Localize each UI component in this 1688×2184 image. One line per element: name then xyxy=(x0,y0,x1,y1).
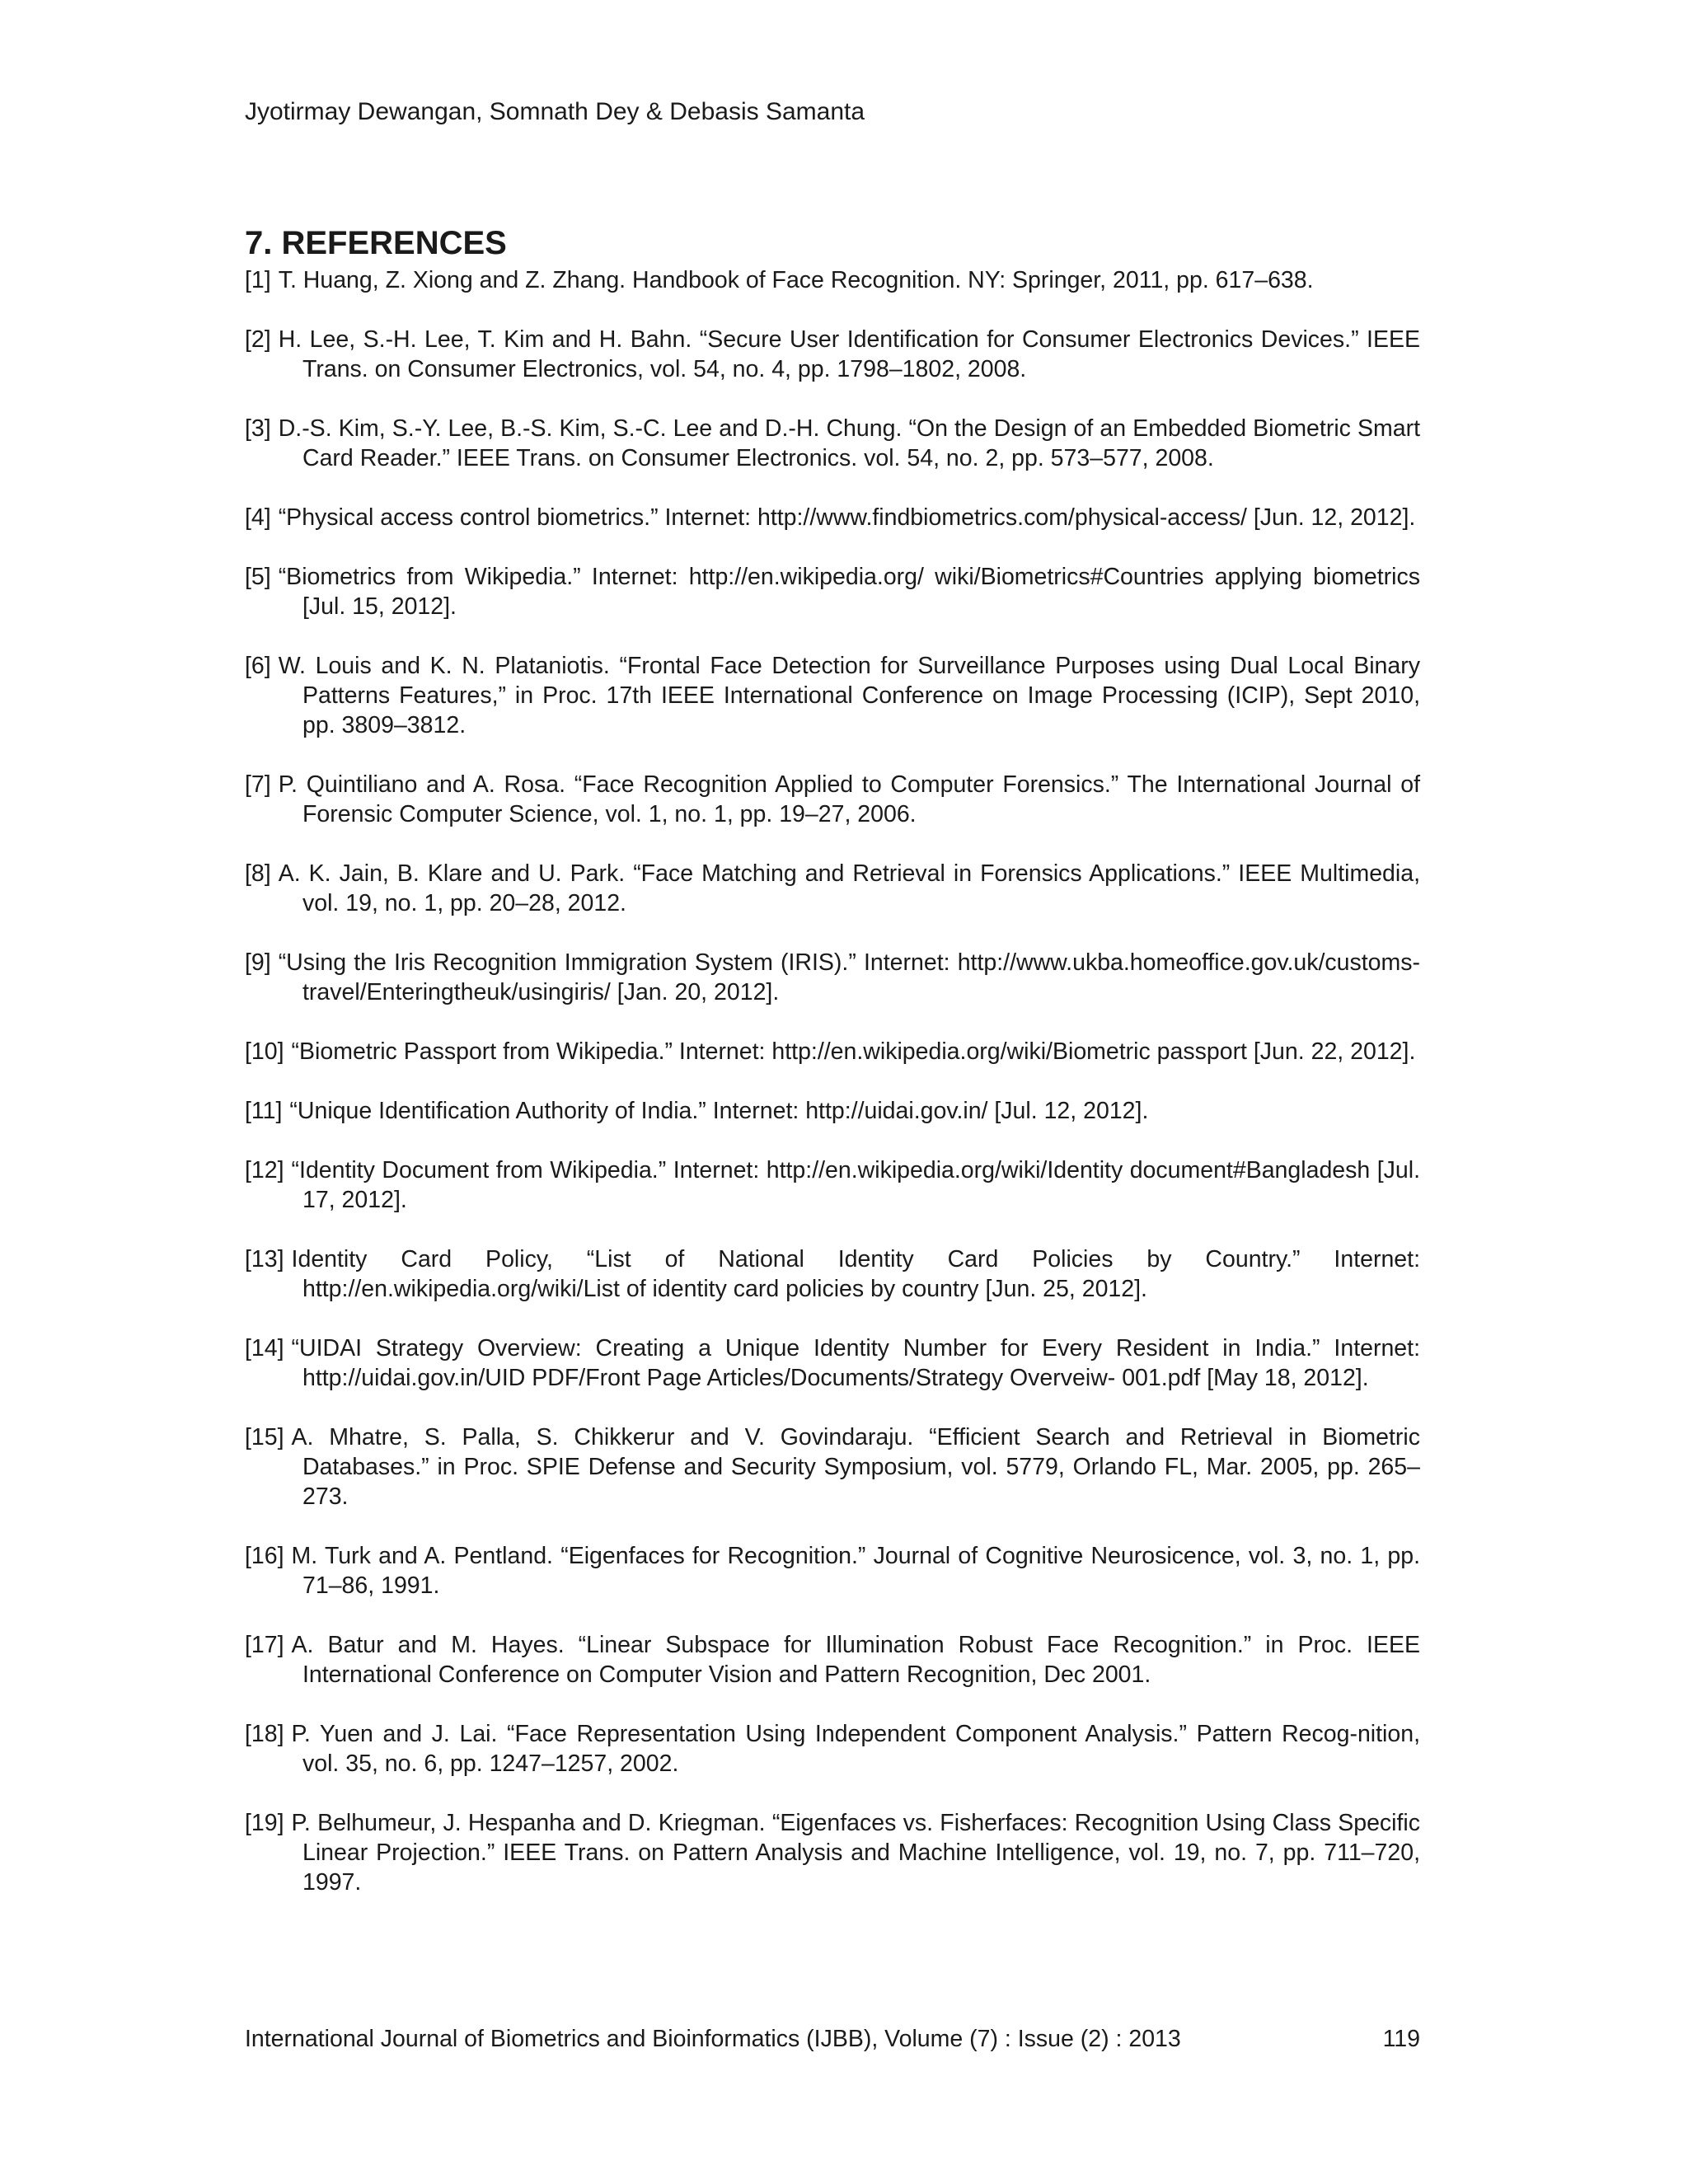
reference-text: “Unique Identification Authority of India.” Internet: http://uidai.gov.in/ [Jul. 12, 2012]. xyxy=(289,1098,1149,1124)
reference-item xyxy=(245,325,1420,384)
reference-text: W. Louis and K. N. Plataniotis. “Frontal Face Detection for Surveillance Purposes using Dual Local Binary Patterns Features,” in Proc. 17th IEEE International Conference on Image Processing (ICIP), Sept 2010, pp. 3809–3812. xyxy=(278,653,1420,738)
reference-item xyxy=(245,859,1420,918)
reference-number: [8] xyxy=(245,860,271,887)
reference-text: M. Turk and A. Pentland. “Eigenfaces for Recognition.” Journal of Cognitive Neurosicence, vol. 3, no. 1, pp. 71–86, 1991. xyxy=(291,1543,1420,1599)
reference-item xyxy=(245,562,1420,621)
reference-text: A. Batur and M. Hayes. “Linear Subspace for Illumination Robust Face Recognition.” in Proc. IEEE International Conference on Computer Vision and Pattern Recognition, Dec 2001. xyxy=(291,1632,1420,1688)
reference-text: P. Yuen and J. Lai. “Face Representation Using Independent Component Analysis.” Pattern Recog-nition, vol. 35, no. 6, pp. 1247–1257, 2002. xyxy=(291,1721,1420,1777)
reference-number: [7] xyxy=(245,771,271,798)
reference-number: [13] xyxy=(245,1246,284,1272)
reference-text: “Physical access control biometrics.” Internet: http://www.findbiometrics.com/physical-access/ [Jun. 12, 2012]. xyxy=(278,504,1416,531)
page-footer xyxy=(245,2024,1420,2054)
reference-text: H. Lee, S.-H. Lee, T. Kim and H. Bahn. “Secure User Identification for Consumer Electronics Devices.” IEEE Trans. on Consumer Electronics, vol. 54, no. 4, pp. 1798–1802, 2008. xyxy=(278,326,1420,382)
reference-text: “Identity Document from Wikipedia.” Internet: http://en.wikipedia.org/wiki/Identity document#Bangladesh [Jul. 17, 2012]. xyxy=(291,1157,1420,1213)
reference-number: [12] xyxy=(245,1157,284,1183)
reference-number: [17] xyxy=(245,1632,284,1658)
reference-number: [10] xyxy=(245,1038,284,1065)
reference-item xyxy=(245,414,1420,473)
reference-number: [1] xyxy=(245,267,271,293)
reference-item xyxy=(245,1422,1420,1511)
reference-item xyxy=(245,1155,1420,1215)
reference-number: [19] xyxy=(245,1810,284,1836)
reference-item xyxy=(245,1541,1420,1601)
reference-text: “Biometric Passport from Wikipedia.” Internet: http://en.wikipedia.org/wiki/Biometric passport [Jun. 22, 2012]. xyxy=(291,1038,1416,1065)
running-head-authors: Jyotirmay Dewangan, Somnath Dey & Debasis Samanta xyxy=(245,98,865,125)
reference-number: [3] xyxy=(245,415,271,442)
reference-item xyxy=(245,1630,1420,1690)
reference-item xyxy=(245,651,1420,740)
reference-number: [15] xyxy=(245,1424,284,1451)
reference-item xyxy=(245,1808,1420,1897)
reference-number: [16] xyxy=(245,1543,284,1569)
reference-number: [9] xyxy=(245,949,271,976)
reference-text: P. Quintiliano and A. Rosa. “Face Recognition Applied to Computer Forensics.” The International Journal of Forensic Computer Science, vol. 1, no. 1, pp. 19–27, 2006. xyxy=(278,771,1420,827)
reference-item xyxy=(245,770,1420,829)
reference-item xyxy=(245,948,1420,1007)
reference-text: “Using the Iris Recognition Immigration System (IRIS).” Internet: http://www.ukba.homeoffice.gov.uk/customs-travel/Enteringtheuk/usingiris/ [Jan. 20, 2012]. xyxy=(278,949,1420,1005)
reference-text: A. Mhatre, S. Palla, S. Chikkerur and V. Govindaraju. “Efficient Search and Retrieval in Biometric Databases.” in Proc. SPIE Defense and Security Symposium, vol. 5779, Orlando FL, Mar. 2005, pp. 265–273. xyxy=(291,1424,1420,1510)
reference-text: D.-S. Kim, S.-Y. Lee, B.-S. Kim, S.-C. Lee and D.-H. Chung. “On the Design of an Embedded Biometric Smart Card Reader.” IEEE Trans. on Consumer Electronics. vol. 54, no. 2, pp. 573–577, 2008. xyxy=(278,415,1420,471)
reference-item xyxy=(245,1719,1420,1779)
footer-journal: International Journal of Biometrics and Bioinformatics (IJBB), Volume (7) : Issue (2) : 2013 xyxy=(245,2026,1181,2052)
reference-number: [6] xyxy=(245,653,271,679)
reference-item xyxy=(245,1096,1420,1126)
reference-number: [5] xyxy=(245,564,271,590)
reference-text: T. Huang, Z. Xiong and Z. Zhang. Handbook of Face Recognition. NY: Springer, 2011, pp. 617–638. xyxy=(278,267,1314,293)
reference-number: [18] xyxy=(245,1721,284,1747)
reference-number: [2] xyxy=(245,326,271,353)
reference-list xyxy=(245,265,1420,1927)
reference-number: [11] xyxy=(245,1098,283,1124)
reference-item xyxy=(245,265,1420,295)
reference-text: “Biometrics from Wikipedia.” Internet: http://en.wikipedia.org/ wiki/Biometrics#Countries applying biometrics [Jul. 15, 2012]. xyxy=(278,564,1420,620)
reference-number: [14] xyxy=(245,1335,284,1361)
reference-item xyxy=(245,1037,1420,1066)
reference-text: “UIDAI Strategy Overview: Creating a Unique Identity Number for Every Resident in India.” Internet: http://uidai.gov.in/UID PDF/Front Page Articles/Documents/Strategy Overveiw- 001.pdf [May 18, 2012]. xyxy=(291,1335,1420,1391)
page-number: 119 xyxy=(1382,2026,1420,2052)
section-heading: 7. REFERENCES xyxy=(245,225,507,262)
reference-number: [4] xyxy=(245,504,271,531)
reference-text: Identity Card Policy, “List of National Identity Card Policies by Country.” Internet: http://en.wikipedia.org/wiki/List of identity card policies by country [Jun. 25, 2012]. xyxy=(291,1246,1420,1302)
reference-item xyxy=(245,503,1420,532)
reference-text: P. Belhumeur, J. Hespanha and D. Kriegman. “Eigenfaces vs. Fisherfaces: Recognition Using Class Specific Linear Projection.” IEEE Trans. on Pattern Analysis and Machine Intelligence, vol. 19, no. 7, pp. 711–720, 1997. xyxy=(291,1810,1420,1896)
reference-item xyxy=(245,1244,1420,1304)
reference-item xyxy=(245,1333,1420,1393)
reference-text: A. K. Jain, B. Klare and U. Park. “Face Matching and Retrieval in Forensics Applications.” IEEE Multimedia, vol. 19, no. 1, pp. 20–28, 2012. xyxy=(278,860,1420,916)
